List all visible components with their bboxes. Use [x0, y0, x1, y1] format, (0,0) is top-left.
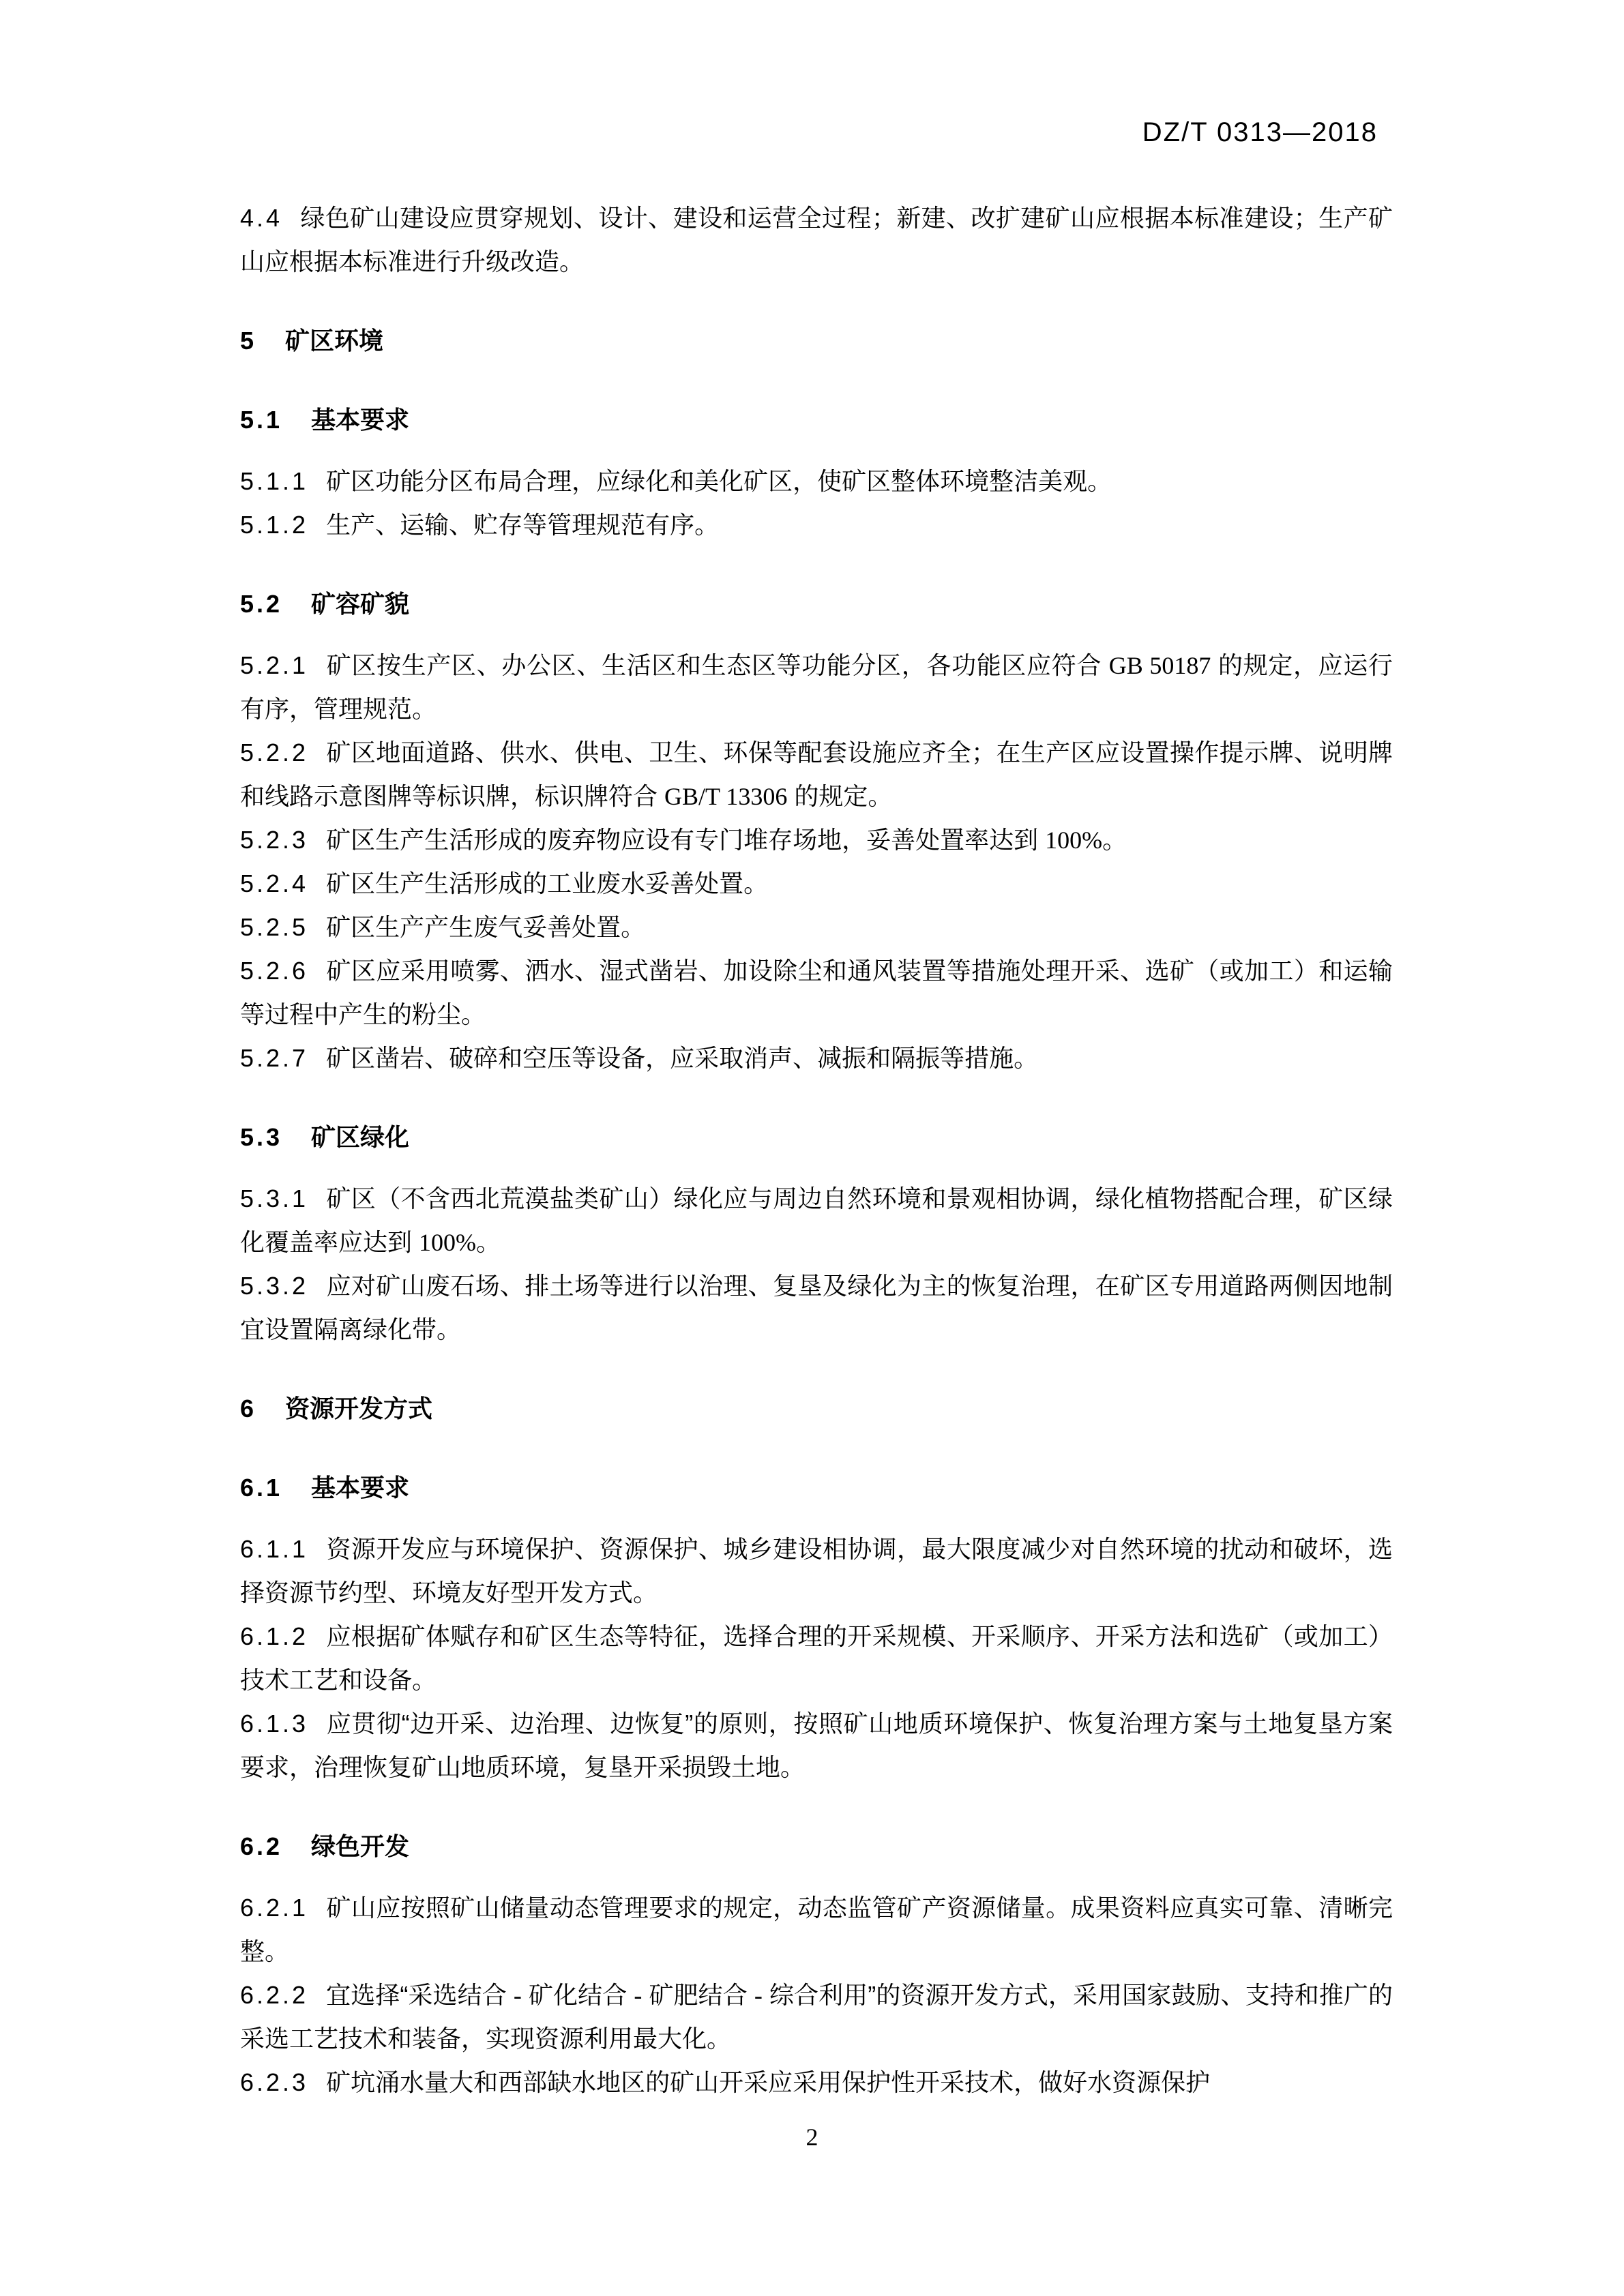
heading-text: 绿色开发 — [311, 1832, 410, 1860]
clause-5.2.3 — [240, 818, 1393, 862]
latin-text: 100% — [419, 1229, 477, 1256]
clause-text: 生产、运输、贮存等管理规范有序。 — [326, 511, 720, 539]
clause-text: 应对矿山废石场、排土场等进行以治理、复垦及绿化为主的恢复治理，在矿区专用道路两侧因地制宜设置隔离绿化带。 — [240, 1272, 1393, 1343]
clause-number: 5.2.2 — [240, 739, 309, 766]
clause-5.3.2 — [240, 1264, 1393, 1352]
heading-text: 矿区环境 — [285, 327, 384, 355]
clause-4.4 — [240, 196, 1393, 284]
latin-text: - — [634, 1982, 643, 2009]
clause-text: 矿区生产生活形成的工业废水妥善处置。 — [326, 869, 769, 897]
clause-number: 5.1.2 — [240, 511, 309, 539]
clause-text: 应根据矿体赋存和矿区生态等特征，选择合理的开采规模、开采顺序、开采方法和选矿（或加工）技术工艺和设备。 — [240, 1622, 1393, 1694]
clause-number: 5.2.6 — [240, 957, 309, 985]
heading-text: 基本要求 — [311, 406, 410, 434]
clause-text: 矿区凿岩、破碎和空压等设备，应采取消声、减振和隔振等措施。 — [326, 1044, 1039, 1072]
clause-text: 矿区按生产区、办公区、生活区和生态区等功能分区，各功能区应符合 GB 50187 的规定，应运行有序，管理规范。 — [240, 651, 1393, 723]
standard-code: DZ/T 0313—2018 — [1142, 117, 1378, 147]
heading-5.1 — [240, 398, 1393, 442]
clause-text: 矿区生产产生废气妥善处置。 — [326, 913, 646, 941]
clause-number: 6.1.1 — [240, 1535, 309, 1563]
clause-number: 6.1.2 — [240, 1622, 309, 1650]
clause-5.2.1 — [240, 644, 1393, 731]
clause-number: 5.2.1 — [240, 651, 309, 679]
clause-5.2.7 — [240, 1037, 1393, 1080]
heading-6.1 — [240, 1466, 1393, 1510]
clause-5.2.6 — [240, 949, 1393, 1037]
heading-text: 矿区绿化 — [311, 1123, 410, 1151]
clause-5.2.2 — [240, 731, 1393, 818]
clause-5.2.4 — [240, 862, 1393, 906]
heading-number: 6.2 — [240, 1832, 283, 1860]
clause-5.2.5 — [240, 906, 1393, 949]
document-body — [240, 196, 1393, 2104]
heading-5.3 — [240, 1116, 1393, 1159]
heading-number: 6.1 — [240, 1474, 283, 1502]
clause-6.1.2 — [240, 1615, 1393, 1702]
clause-text: 矿区功能分区布局合理，应绿化和美化矿区，使矿区整体环境整洁美观。 — [326, 467, 1112, 495]
page-number: 2 — [806, 2123, 818, 2151]
clause-number: 5.2.3 — [240, 826, 309, 854]
clause-text: 宜选择“采选结合 - 矿化结合 - 矿肥结合 - 综合利用”的资源开发方式，采用国家鼓励、支持和推广的采选工艺技术和装备，实现资源利用最大化。 — [240, 1981, 1393, 2053]
clause-text: 绿色矿山建设应贯穿规划、设计、建设和运营全过程；新建、改扩建矿山应根据本标准建设；生产矿山应根据本标准进行升级改造。 — [240, 204, 1393, 275]
latin-text: - — [513, 1982, 522, 2009]
heading-text: 矿容矿貌 — [311, 590, 410, 618]
clause-number: 6.2.2 — [240, 1981, 309, 2009]
clause-number: 5.3.2 — [240, 1272, 309, 1300]
heading-number: 5.1 — [240, 406, 283, 434]
clause-number: 5.2.5 — [240, 913, 309, 941]
page-header — [240, 117, 1393, 148]
clause-text: 资源开发应与环境保护、资源保护、城乡建设相协调，最大限度减少对自然环境的扰动和破坏，选择资源节约型、环境友好型开发方式。 — [240, 1535, 1393, 1607]
clause-number: 5.2.7 — [240, 1044, 309, 1072]
clause-text: 矿坑涌水量大和西部缺水地区的矿山开采应采用保护性开采技术，做好水资源保护 — [326, 2068, 1211, 2096]
latin-text: - — [754, 1982, 763, 2009]
clause-number: 6.2.3 — [240, 2068, 309, 2096]
clause-6.2.2 — [240, 1973, 1393, 2061]
heading-text: 资源开发方式 — [285, 1395, 433, 1422]
latin-text: GB 50187 — [1108, 652, 1211, 679]
clause-number: 6.1.3 — [240, 1710, 309, 1738]
clause-text: 矿区生产生活形成的废弃物应设有专门堆存场地，妥善处置率达到 100%。 — [326, 826, 1127, 854]
clause-number: 6.2.1 — [240, 1894, 309, 1922]
clause-number: 5.3.1 — [240, 1184, 309, 1212]
heading-number: 5 — [240, 327, 257, 355]
latin-text: GB/T 13306 — [664, 783, 788, 810]
clause-text: 应贯彻“边开采、边治理、边恢复”的原则，按照矿山地质环境保护、恢复治理方案与土地复垦方案要求，治理恢复矿山地质环境，复垦开采损毁土地。 — [240, 1710, 1393, 1781]
heading-5.2 — [240, 582, 1393, 626]
clause-6.2.3 — [240, 2061, 1393, 2104]
clause-number: 4.4 — [240, 204, 283, 232]
clause-text: 矿山应按照矿山储量动态管理要求的规定，动态监管矿产资源储量。成果资料应真实可靠、清晰完整。 — [240, 1894, 1393, 1965]
clause-text: 矿区（不含西北荒漠盐类矿山）绿化应与周边自然环境和景观相协调，绿化植物搭配合理，矿区绿化覆盖率应达到 100%。 — [240, 1184, 1393, 1256]
clause-6.1.3 — [240, 1702, 1393, 1789]
heading-6.2 — [240, 1825, 1393, 1868]
clause-6.1.1 — [240, 1527, 1393, 1615]
heading-number: 6 — [240, 1395, 257, 1422]
heading-number: 5.2 — [240, 590, 283, 618]
clause-text: 矿区应采用喷雾、洒水、湿式凿岩、加设除尘和通风装置等措施处理开采、选矿（或加工）和运输等过程中产生的粉尘。 — [240, 957, 1393, 1028]
page-footer — [0, 2122, 1624, 2152]
heading-text: 基本要求 — [311, 1474, 410, 1502]
heading-5 — [240, 319, 1393, 363]
clause-5.1.1 — [240, 460, 1393, 503]
clause-5.1.2 — [240, 503, 1393, 547]
latin-text: 100% — [1045, 826, 1103, 854]
heading-number: 5.3 — [240, 1123, 283, 1151]
clause-text: 矿区地面道路、供水、供电、卫生、环保等配套设施应齐全；在生产区应设置操作提示牌、说明牌和线路示意图牌等标识牌，标识牌符合 GB/T 13306 的规定。 — [240, 739, 1393, 810]
clause-5.3.1 — [240, 1177, 1393, 1264]
clause-number: 5.2.4 — [240, 869, 309, 897]
heading-6 — [240, 1387, 1393, 1431]
clause-number: 5.1.1 — [240, 467, 309, 495]
clause-6.2.1 — [240, 1886, 1393, 1973]
